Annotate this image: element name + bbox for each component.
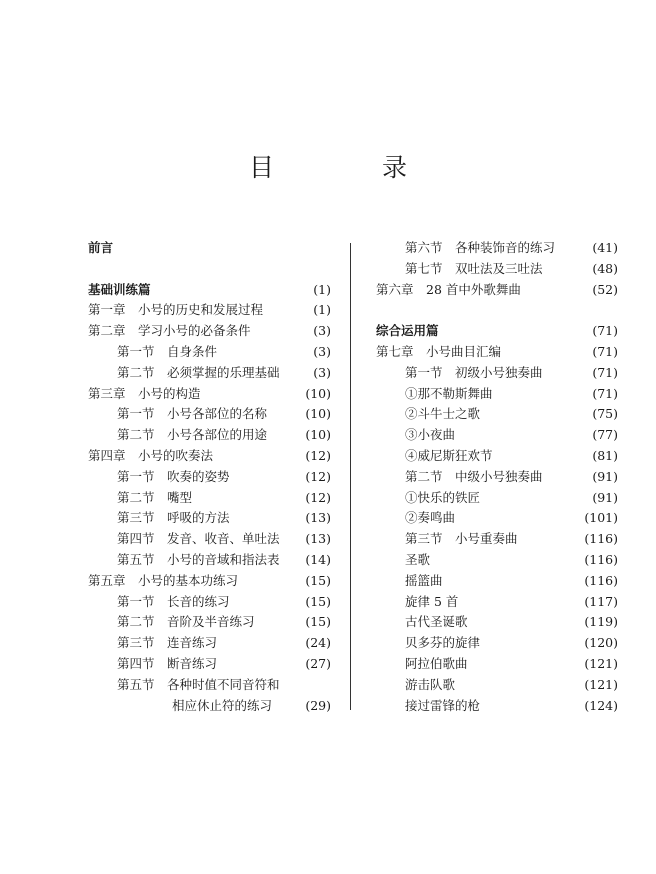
toc-entry-title: 相应休止符的练习 [172, 697, 273, 713]
toc-entry-title: ④威尼斯狂欢节 [405, 447, 493, 463]
toc-entry-page: (71) [592, 385, 618, 401]
toc-entry-title: ③小夜曲 [405, 427, 456, 443]
toc-entry-page: (91) [592, 489, 618, 505]
toc-entry-page: (13) [305, 531, 331, 547]
toc-entry [376, 363, 618, 384]
toc-entry-title: 第六章 28 首中外歌舞曲 [376, 281, 521, 297]
toc-entry-title: 第二节 必须掌握的乐理基础 [117, 364, 280, 380]
toc-entry-title: 第二章 学习小号的必备条件 [88, 323, 251, 339]
toc-entry-title: 第三节 呼吸的方法 [117, 510, 230, 526]
toc-entry-page: (1) [313, 281, 331, 297]
toc-entry-title: ②奏鸣曲 [405, 510, 456, 526]
toc-entry-page: (3) [313, 323, 331, 339]
toc-entry-title: 第一节 自身条件 [117, 343, 218, 359]
toc-entry-page: (10) [305, 406, 331, 422]
toc-entry [376, 612, 618, 633]
toc-entry-page: (116) [584, 551, 618, 567]
toc-entry-page: (12) [305, 468, 331, 484]
toc-entry-page: (71) [592, 323, 618, 339]
toc-entry [376, 342, 618, 363]
toc-entry-title: 基础训练篇 [88, 281, 151, 297]
toc-entry-title: 第四节 断音练习 [117, 655, 218, 671]
toc-entry [376, 280, 618, 301]
toc-entry [88, 633, 331, 654]
toc-entry-title: 接过雷锋的枪 [405, 697, 481, 713]
toc-entry-page: (91) [592, 468, 618, 484]
toc-entry-page: (77) [592, 427, 618, 443]
toc-entry-page: (15) [305, 572, 331, 588]
toc-entry-page: (15) [305, 614, 331, 630]
toc-entry [88, 550, 331, 571]
toc-left-column [88, 238, 331, 716]
toc-entry-page: (24) [305, 635, 331, 651]
toc-entry [376, 675, 618, 696]
toc-entry-title: 第四节 发音、收音、单吐法 [117, 531, 280, 547]
toc-entry-page: (116) [584, 572, 618, 588]
toc-entry [376, 259, 618, 280]
toc-entry-page: (12) [305, 447, 331, 463]
toc-entry-title: 第一章 小号的历史和发展过程 [88, 302, 264, 318]
toc-entry-title: 综合运用篇 [376, 323, 439, 339]
toc-entry-title: 第二节 嘴型 [117, 489, 193, 505]
toc-entry-page: (13) [305, 510, 331, 526]
toc-entry-page: (119) [584, 614, 618, 630]
toc-entry [376, 467, 618, 488]
toc-entry [376, 529, 618, 550]
toc-entry-title: 贝多芬的旋律 [405, 635, 481, 651]
toc-entry-title: 第一节 长音的练习 [117, 593, 230, 609]
toc-entry-title: 第一节 初级小号独奏曲 [405, 364, 543, 380]
toc-entry-page: (27) [305, 655, 331, 671]
toc-entry-title: 第七章 小号曲目汇编 [376, 343, 502, 359]
toc-entry [376, 571, 618, 592]
toc-entry-page: (3) [313, 364, 331, 380]
toc-entry-title: ②斗牛士之歌 [405, 406, 481, 422]
toc-entry-page: (29) [305, 697, 331, 713]
column-divider [350, 243, 351, 710]
toc-entry-page: (12) [305, 489, 331, 505]
toc-entry [376, 633, 618, 654]
toc-entry [88, 280, 331, 301]
toc-entry-page: (124) [584, 697, 618, 713]
toc-entry-page: (41) [592, 240, 618, 255]
toc-entry [88, 363, 331, 384]
toc-right-column [376, 238, 618, 716]
toc-entry-page: (48) [592, 260, 618, 276]
toc-entry [88, 238, 331, 259]
toc-entry-title: 摇篮曲 [405, 572, 443, 588]
toc-entry [88, 675, 331, 696]
toc-entry-title: 第一节 吹奏的姿势 [117, 468, 230, 484]
toc-entry-title: 第二节 小号各部位的用途 [117, 427, 268, 443]
toc-entry [88, 592, 331, 613]
toc-entry-title: 第三节 连音练习 [117, 635, 218, 651]
toc-entry [88, 404, 331, 425]
toc-entry [376, 592, 618, 613]
toc-entry-title: 前言 [88, 240, 114, 255]
toc-entry-title: 第七节 双吐法及三吐法 [405, 260, 543, 276]
toc-entry-title: 第五节 各种时值不同音符和 [117, 676, 280, 692]
toc-entry-page: (117) [584, 593, 618, 609]
toc-entry [88, 571, 331, 592]
toc-entry-page: (121) [584, 676, 618, 692]
toc-entry [376, 321, 618, 342]
toc-entry-title: 旋律 5 首 [405, 593, 459, 609]
toc-entry-title: 第一节 小号各部位的名称 [117, 406, 268, 422]
toc-entry-page: (14) [305, 551, 331, 567]
toc-entry-title: ①快乐的铁匠 [405, 489, 481, 505]
toc-entry-page: (52) [592, 281, 618, 297]
toc-entry-title: 古代圣诞歌 [405, 614, 468, 630]
toc-entry [376, 446, 618, 467]
toc-entry-page: (71) [592, 364, 618, 380]
toc-entry-title: 第五节 小号的音域和指法表 [117, 551, 280, 567]
toc-entry [88, 488, 331, 509]
toc-entry [88, 342, 331, 363]
toc-entry-title: 第三节 小号重奏曲 [405, 531, 518, 547]
toc-entry [376, 384, 618, 405]
toc-entry [88, 508, 331, 529]
toc-entry-page: (15) [305, 593, 331, 609]
toc-entry-title: 第二节 音阶及半音练习 [117, 614, 255, 630]
toc-entry [88, 654, 331, 675]
toc-entry-page: (81) [592, 447, 618, 463]
toc-entry-title: 第三章 小号的构造 [88, 385, 201, 401]
toc-entry-title: 第五章 小号的基本功练习 [88, 572, 239, 588]
toc-entry-page: (121) [584, 655, 618, 671]
toc-entry [88, 384, 331, 405]
toc-entry [88, 425, 331, 446]
toc-entry-page: (75) [592, 406, 618, 422]
toc-entry [88, 321, 331, 342]
toc-entry-title: 阿拉伯歌曲 [405, 655, 468, 671]
toc-entry [88, 612, 331, 633]
toc-entry [88, 467, 331, 488]
toc-entry [376, 654, 618, 675]
toc-entry [376, 238, 618, 259]
toc-entry-title: 游击队歌 [405, 676, 456, 692]
toc-entry-title: ①那不勒斯舞曲 [405, 385, 493, 401]
toc-entry [376, 404, 618, 425]
toc-entry-page: (3) [313, 343, 331, 359]
toc-entry [376, 696, 618, 717]
toc-entry [376, 508, 618, 529]
toc-entry [376, 425, 618, 446]
toc-entry-title: 第二节 中级小号独奏曲 [405, 468, 543, 484]
toc-entry-page: (71) [592, 343, 618, 359]
toc-entry-title: 第六节 各种装饰音的练习 [405, 240, 556, 255]
toc-entry [88, 696, 331, 717]
toc-entry-page: (10) [305, 427, 331, 443]
toc-entry-page: (10) [305, 385, 331, 401]
toc-entry-page: (1) [313, 302, 331, 318]
toc-entry-title: 第四章 小号的吹奏法 [88, 447, 214, 463]
toc-entry [88, 529, 331, 550]
toc-entry [88, 446, 331, 467]
toc-entry-title: 圣歌 [405, 551, 431, 567]
toc-entry-page: (116) [584, 531, 618, 547]
toc-entry [88, 300, 331, 321]
toc-entry-page: (120) [584, 635, 618, 651]
page-title: 目 录 [249, 153, 457, 182]
toc-entry-page: (101) [584, 510, 618, 526]
toc-entry [376, 488, 618, 509]
toc-entry [376, 550, 618, 571]
